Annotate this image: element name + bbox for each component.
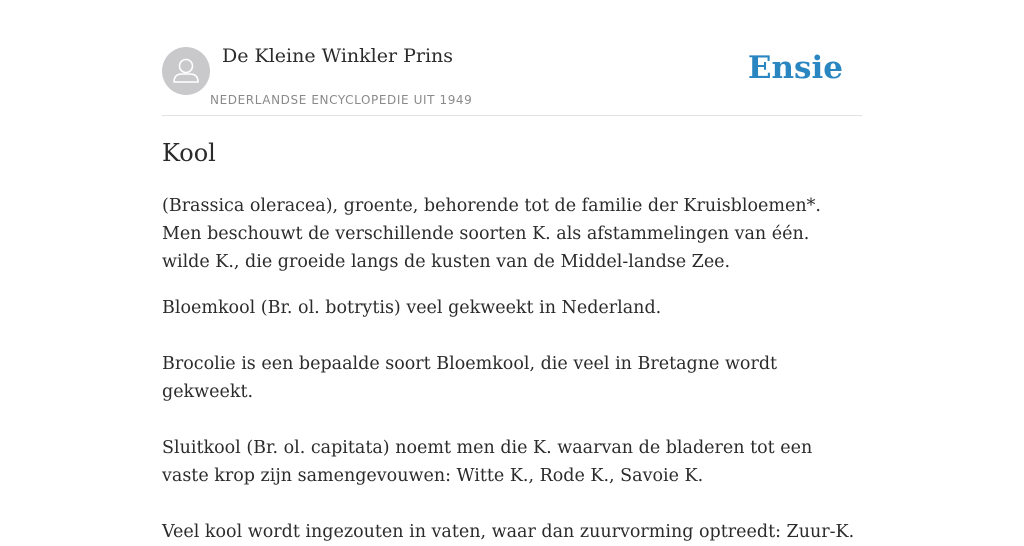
user-silhouette-icon[interactable] [162,47,210,95]
entry-body [162,192,862,546]
avatar-graphic [162,47,210,95]
body-paragraph: Brocolie is een bepaalde soort Bloemkool, die veel in Bretagne wordt gekweekt. [162,354,778,402]
body-paragraph: Veel kool wordt ingezouten in vaten, waar dan zuurvorming optreedt: Zuur-K. [162,522,855,542]
page [162,0,862,542]
definition-paragraph: (Brassica oleracea), groente, behorende tot de familie der Kruisbloemen*. Men beschouwt de verschillende soorten K. als afstammelingen van één. wilde K., die groeide langs de kusten van de Middel-landse Zee. [162,196,821,272]
ensie-logo-link[interactable]: Ensie [747,50,843,86]
body-paragraph: Sluitkool (Br. ol. capitata) noemt men die K. waarvan de bladeren tot een vaste krop zijn samengevouwen: Witte K., Rode K., Savoie K. [162,438,813,486]
source-title[interactable]: De Kleine Winkler Prins [222,45,454,67]
entry-title: Kool [162,139,216,167]
source-subtitle: NEDERLANDSE ENCYCLOPEDIE UIT 1949 [210,93,473,107]
source-header [162,0,862,116]
body-paragraph: Bloemkool (Br. ol. botrytis) veel gekweekt in Nederland. [162,298,662,318]
